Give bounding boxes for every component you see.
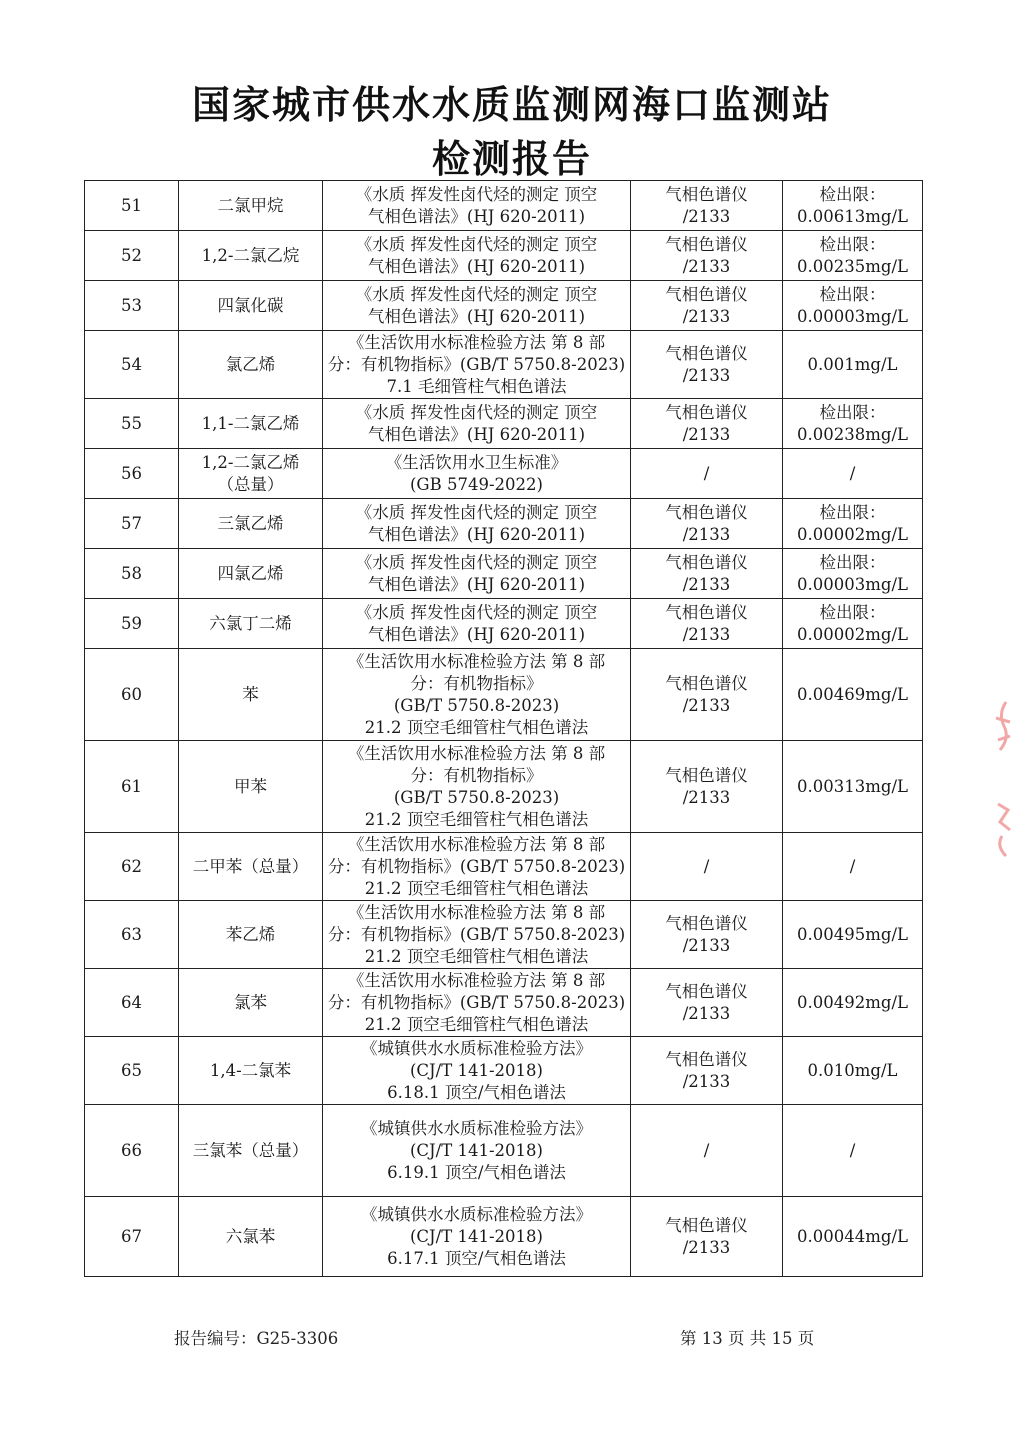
cell-method [323,449,631,499]
cell-item-line: 1,4-二氯苯 [209,1060,292,1080]
table-row [85,331,923,399]
cell-method-line: 《生活饮用水标准检验方法 第 8 部 [347,332,606,352]
cell-method-line: 分：有机物指标》(GB/T 5750.8-2023) [327,924,626,944]
cell-item-line: 三氯苯（总量） [192,1140,309,1160]
cell-item [179,1197,323,1277]
cell-instrument [631,969,783,1037]
cell-method-line: 气相色谱法》(HJ 620-2011) [367,256,586,276]
cell-method-line: 《城镇供水水质标准检验方法》 [361,1118,592,1138]
cell-instrument [631,649,783,741]
cell-method-line: 分：有机物指标》 [410,765,543,785]
cell-instrument-line: 气相色谱仪 [665,402,748,422]
cell-method-line: 21.2 顶空毛细管柱气相色谱法 [364,1014,589,1034]
cell-number: 57 [85,499,179,549]
table-row [85,549,923,599]
cell-method [323,1197,631,1277]
cell-instrument-line: 气相色谱仪 [665,184,748,204]
report-subtitle: 检测报告 [431,137,592,181]
cell-limit-line: 0.00003mg/L [797,574,908,594]
cell-item-line: 四氯化碳 [217,295,284,315]
cell-item [179,331,323,399]
cell-limit [783,449,923,499]
cell-method-line: 21.2 顶空毛细管柱气相色谱法 [364,946,589,966]
cell-instrument-line: /2133 [682,306,731,326]
cell-instrument-line: 气相色谱仪 [665,913,748,933]
cell-instrument [631,1105,783,1197]
cell-limit [783,549,923,599]
cell-method-line: 气相色谱法》(HJ 620-2011) [367,524,586,544]
cell-method-line: 分：有机物指标》(GB/T 5750.8-2023) [327,856,626,876]
table-row [85,741,923,833]
cell-instrument [631,833,783,901]
cell-limit-line: 0.00313mg/L [797,776,908,796]
cell-limit [783,1197,923,1277]
cell-limit [783,1037,923,1105]
cell-instrument-line: /2133 [682,206,731,226]
table-row [85,181,923,231]
cell-item [179,901,323,969]
cell-limit [783,969,923,1037]
cell-item-line: 六氯丁二烯 [209,613,292,633]
cell-method-line: (CJ/T 141-2018) [410,1060,543,1080]
cell-method-line: (GB/T 5750.8-2023) [393,695,560,715]
cell-number: 56 [85,449,179,499]
cell-item-line: （总量） [217,474,284,494]
cell-item-line: 苯乙烯 [225,924,276,944]
cell-method [323,399,631,449]
report-title: 国家城市供水水质监测网海口监测站 [191,83,832,127]
table-row [85,449,923,499]
cell-method-line: 《生活饮用水标准检验方法 第 8 部 [347,902,606,922]
cell-item-line: 六氯苯 [225,1226,276,1246]
cell-method [323,549,631,599]
cell-number: 62 [85,833,179,901]
cell-number: 61 [85,741,179,833]
cell-instrument [631,741,783,833]
cell-item-line: 四氯乙烯 [217,563,284,583]
results-table [84,180,923,1277]
cell-instrument-line: /2133 [682,424,731,444]
cell-method-line: 《生活饮用水标准检验方法 第 8 部 [347,970,606,990]
cell-limit [783,399,923,449]
cell-method-line: (GB 5749-2022) [410,474,543,494]
cell-item [179,741,323,833]
cell-limit [783,741,923,833]
cell-limit-line: / [849,1140,856,1160]
cell-limit-line: 0.00002mg/L [797,524,908,544]
cell-limit [783,833,923,901]
cell-instrument-line: 气相色谱仪 [665,981,748,1001]
cell-limit [783,281,923,331]
cell-item [179,1037,323,1105]
cell-limit-line: 0.00235mg/L [797,256,908,276]
cell-item [179,499,323,549]
cell-method [323,499,631,549]
cell-method [323,1105,631,1197]
cell-instrument [631,449,783,499]
cell-method-line: 分：有机物指标》 [410,673,543,693]
cell-instrument-line: 气相色谱仪 [665,284,748,304]
cell-number: 58 [85,549,179,599]
cell-method-line: 气相色谱法》(HJ 620-2011) [367,206,586,226]
cell-method [323,741,631,833]
cell-limit-line: / [849,856,856,876]
cell-method-line: 6.19.1 顶空/气相色谱法 [387,1162,566,1182]
table-row [85,281,923,331]
cell-limit [783,181,923,231]
cell-number: 63 [85,901,179,969]
cell-limit-line: 0.00003mg/L [797,306,908,326]
seal-stamp-fragment-2 [992,800,1014,865]
cell-limit [783,499,923,549]
cell-limit-line: 检出限： [819,284,886,304]
table-row [85,1105,923,1197]
cell-limit [783,649,923,741]
cell-limit-line: 0.001mg/L [807,354,898,374]
cell-method-line: 分：有机物指标》(GB/T 5750.8-2023) [327,354,626,374]
cell-method-line: 《水质 挥发性卤代烃的测定 顶空 [355,184,598,204]
cell-method-line: 7.1 毛细管柱气相色谱法 [386,376,567,396]
cell-method [323,331,631,399]
cell-item-line: 二氯甲烷 [217,195,284,215]
cell-method-line: 气相色谱法》(HJ 620-2011) [367,574,586,594]
cell-method-line: 《城镇供水水质标准检验方法》 [361,1038,592,1058]
cell-instrument [631,901,783,969]
cell-method-line: 《水质 挥发性卤代烃的测定 顶空 [355,602,598,622]
cell-limit-line: 0.00469mg/L [797,684,908,704]
cell-item [179,649,323,741]
cell-limit-line: 检出限： [819,234,886,254]
cell-number: 65 [85,1037,179,1105]
page-number: 第 13 页 共 15 页 [680,1329,815,1348]
cell-method [323,181,631,231]
cell-limit-line: 检出限： [819,602,886,622]
cell-item [179,599,323,649]
cell-instrument-line: /2133 [682,1003,731,1023]
cell-item-line: 甲苯 [234,776,267,796]
cell-method [323,649,631,741]
cell-method-line: 《城镇供水水质标准检验方法》 [361,1204,592,1224]
cell-instrument-line: /2133 [682,935,731,955]
table-row [85,499,923,549]
cell-instrument [631,599,783,649]
cell-instrument-line: /2133 [682,1071,731,1091]
cell-item [179,231,323,281]
cell-instrument-line: /2133 [682,574,731,594]
cell-instrument [631,1037,783,1105]
cell-method-line: 《水质 挥发性卤代烃的测定 顶空 [355,502,598,522]
cell-number: 52 [85,231,179,281]
cell-limit-line: 0.00002mg/L [797,624,908,644]
cell-instrument [631,499,783,549]
cell-method-line: 气相色谱法》(HJ 620-2011) [367,424,586,444]
cell-instrument-line: /2133 [682,695,731,715]
cell-instrument-line: 气相色谱仪 [665,343,748,363]
cell-method-line: 《水质 挥发性卤代烃的测定 顶空 [355,284,598,304]
cell-limit-line: 检出限： [819,552,886,572]
cell-method-line: 《生活饮用水卫生标准》 [385,452,568,472]
cell-instrument [631,549,783,599]
cell-instrument [631,399,783,449]
cell-method-line: 《生活饮用水标准检验方法 第 8 部 [347,834,606,854]
cell-limit-line: 0.00492mg/L [797,992,908,1012]
cell-limit-line: 检出限： [819,502,886,522]
table-row [85,399,923,449]
table-row [85,901,923,969]
cell-instrument [631,331,783,399]
cell-instrument-line: 气相色谱仪 [665,234,748,254]
cell-method [323,231,631,281]
report-number: 报告编号：G25-3306 [174,1329,339,1348]
cell-method [323,833,631,901]
cell-item-line: 氯乙烯 [225,354,276,374]
cell-item-line: 氯苯 [234,992,267,1012]
cell-method-line: (CJ/T 141-2018) [410,1140,543,1160]
cell-method-line: 分：有机物指标》(GB/T 5750.8-2023) [327,992,626,1012]
table-row [85,231,923,281]
cell-item [179,449,323,499]
cell-item [179,281,323,331]
cell-method-line: 《水质 挥发性卤代烃的测定 顶空 [355,402,598,422]
cell-number: 51 [85,181,179,231]
cell-item-line: 苯 [242,684,259,704]
cell-method [323,599,631,649]
cell-limit [783,1105,923,1197]
cell-limit-line: 0.00613mg/L [797,206,908,226]
cell-method-line: 《生活饮用水标准检验方法 第 8 部 [347,651,606,671]
cell-method-line: 21.2 顶空毛细管柱气相色谱法 [364,809,589,829]
cell-number: 53 [85,281,179,331]
cell-number: 67 [85,1197,179,1277]
cell-instrument-line: / [703,463,710,483]
cell-item-line: 1,1-二氯乙烯 [201,413,300,433]
cell-instrument-line: 气相色谱仪 [665,552,748,572]
cell-number: 54 [85,331,179,399]
cell-instrument-line: /2133 [682,1237,731,1257]
cell-limit-line: 0.00044mg/L [797,1226,908,1246]
cell-item-line: 三氯乙烯 [217,513,284,533]
cell-instrument-line: /2133 [682,256,731,276]
cell-method-line: 《水质 挥发性卤代烃的测定 顶空 [355,552,598,572]
cell-instrument-line: 气相色谱仪 [665,673,748,693]
cell-instrument [631,1197,783,1277]
table-row [85,969,923,1037]
table-row [85,1037,923,1105]
table-row [85,833,923,901]
cell-limit [783,331,923,399]
cell-instrument-line: /2133 [682,787,731,807]
cell-number: 66 [85,1105,179,1197]
cell-method [323,281,631,331]
cell-method-line: 6.18.1 顶空/气相色谱法 [387,1082,566,1102]
cell-method-line: 气相色谱法》(HJ 620-2011) [367,624,586,644]
seal-stamp-icon [992,800,1014,860]
cell-method [323,1037,631,1105]
cell-instrument-line: / [703,1140,710,1160]
cell-method [323,901,631,969]
seal-stamp-fragment [992,700,1014,765]
cell-method-line: 6.17.1 顶空/气相色谱法 [387,1248,566,1268]
cell-item-line: 1,2-二氯乙烷 [201,245,300,265]
cell-item [179,1105,323,1197]
cell-item [179,181,323,231]
cell-item [179,399,323,449]
cell-instrument [631,281,783,331]
cell-item-line: 二甲苯（总量） [192,856,309,876]
cell-instrument-line: 气相色谱仪 [665,602,748,622]
cell-number: 59 [85,599,179,649]
cell-method-line: 21.2 顶空毛细管柱气相色谱法 [364,717,589,737]
cell-item [179,833,323,901]
cell-method-line: (GB/T 5750.8-2023) [393,787,560,807]
cell-number: 60 [85,649,179,741]
cell-method-line: 《生活饮用水标准检验方法 第 8 部 [347,743,606,763]
cell-method-line: 气相色谱法》(HJ 620-2011) [367,306,586,326]
table-row [85,1197,923,1277]
cell-limit-line: 0.010mg/L [807,1060,898,1080]
cell-instrument-line: 气相色谱仪 [665,1049,748,1069]
cell-instrument-line: / [703,856,710,876]
cell-number: 55 [85,399,179,449]
cell-method [323,969,631,1037]
table-row [85,599,923,649]
cell-limit-line: 检出限： [819,184,886,204]
cell-number: 64 [85,969,179,1037]
table-row [85,649,923,741]
cell-instrument-line: 气相色谱仪 [665,502,748,522]
results-table-body [85,181,923,1277]
cell-instrument [631,181,783,231]
cell-instrument-line: 气相色谱仪 [665,765,748,785]
cell-limit-line: 0.00238mg/L [797,424,908,444]
cell-instrument-line: /2133 [682,624,731,644]
cell-instrument [631,231,783,281]
cell-limit-line: 检出限： [819,402,886,422]
cell-limit [783,599,923,649]
cell-instrument-line: /2133 [682,524,731,544]
cell-item [179,969,323,1037]
cell-limit-line: 0.00495mg/L [797,924,908,944]
cell-method-line: 21.2 顶空毛细管柱气相色谱法 [364,878,589,898]
cell-item [179,549,323,599]
seal-stamp-icon [992,700,1014,760]
cell-method-line: 《水质 挥发性卤代烃的测定 顶空 [355,234,598,254]
cell-item-line: 1,2-二氯乙烯 [201,452,300,472]
cell-limit-line: / [849,463,856,483]
cell-instrument-line: /2133 [682,365,731,385]
cell-method-line: (CJ/T 141-2018) [410,1226,543,1246]
cell-instrument-line: 气相色谱仪 [665,1215,748,1235]
cell-limit [783,901,923,969]
cell-limit [783,231,923,281]
